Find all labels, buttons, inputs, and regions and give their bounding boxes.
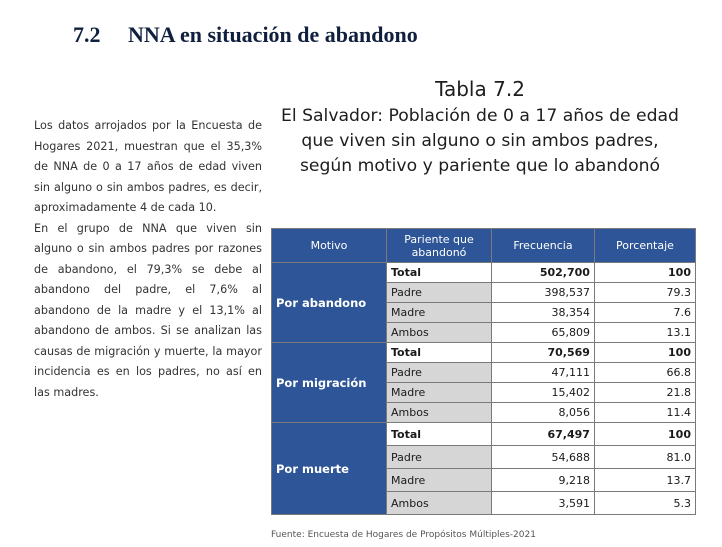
table-label: Tabla 7.2 (435, 77, 525, 101)
section-number: 7.2 (73, 22, 101, 47)
frecuencia-cell: 9,218 (492, 469, 595, 492)
pariente-cell: Madre (387, 303, 492, 323)
porcentaje-cell: 11.4 (594, 403, 695, 423)
motivo-cell: Por migración (272, 343, 387, 423)
porcentaje-cell: 13.1 (594, 323, 695, 343)
frecuencia-cell: 65,809 (492, 323, 595, 343)
porcentaje-cell: 7.6 (594, 303, 695, 323)
section-title: NNA en situación de abandono (128, 22, 418, 47)
porcentaje-cell: 79.3 (594, 283, 695, 303)
porcentaje-cell: 100 (594, 263, 695, 283)
header-motivo: Motivo (272, 229, 387, 263)
pariente-cell: Total (387, 423, 492, 446)
body-text (34, 116, 262, 403)
header-pariente: Pariente que abandonó (387, 229, 492, 263)
motivo-cell: Por abandono (272, 263, 387, 343)
frecuencia-cell: 3,591 (492, 492, 595, 515)
section-heading (73, 22, 418, 48)
pariente-cell: Madre (387, 469, 492, 492)
table-header-row (272, 229, 696, 263)
pariente-cell: Padre (387, 446, 492, 469)
frecuencia-cell: 8,056 (492, 403, 595, 423)
frecuencia-cell: 15,402 (492, 383, 595, 403)
frecuencia-cell: 38,354 (492, 303, 595, 323)
table-row (272, 263, 696, 283)
table-row (272, 423, 696, 446)
paragraph-2: En el grupo de NNA que viven sin alguno o sin ambos padres por razones de abandono, el 79,3% se debe al abandono del padre, el 7,6% al abandono de la madre y el 13,1% al abandono de ambos. Si se analizan las causas de migración y muerte, la mayor incidencia es en los padres, no así en las madres. (34, 221, 262, 399)
porcentaje-cell: 13.7 (594, 469, 695, 492)
porcentaje-cell: 81.0 (594, 446, 695, 469)
porcentaje-cell: 100 (594, 343, 695, 363)
porcentaje-cell: 100 (594, 423, 695, 446)
pariente-cell: Total (387, 263, 492, 283)
paragraph-1: Los datos arrojados por la Encuesta de Hogares 2021, muestran que el 35,3% de NNA de 0 a 17 años de edad viven sin alguno o sin ambos padres, es decir, aproximadamente 4 de cada 10. (34, 119, 262, 214)
pariente-cell: Ambos (387, 403, 492, 423)
pariente-cell: Ambos (387, 323, 492, 343)
header-frecuencia: Frecuencia (492, 229, 595, 263)
frecuencia-cell: 47,111 (492, 363, 595, 383)
pariente-cell: Ambos (387, 492, 492, 515)
pariente-cell: Madre (387, 383, 492, 403)
frecuencia-cell: 70,569 (492, 343, 595, 363)
porcentaje-cell: 21.8 (594, 383, 695, 403)
header-porcentaje: Porcentaje (594, 229, 695, 263)
data-table (271, 228, 696, 515)
pariente-cell: Total (387, 343, 492, 363)
porcentaje-cell: 5.3 (594, 492, 695, 515)
pariente-cell: Padre (387, 283, 492, 303)
frecuencia-cell: 502,700 (492, 263, 595, 283)
table-title (279, 76, 681, 179)
source-note: Fuente: Encuesta de Hogares de Propósitos Múltiples-2021 (271, 530, 536, 540)
table-row (272, 343, 696, 363)
pariente-cell: Padre (387, 363, 492, 383)
porcentaje-cell: 66.8 (594, 363, 695, 383)
frecuencia-cell: 54,688 (492, 446, 595, 469)
table-caption: El Salvador: Población de 0 a 17 años de edad que viven sin alguno o sin ambos padres, según motivo y pariente que lo abandonó (281, 106, 679, 176)
frecuencia-cell: 398,537 (492, 283, 595, 303)
motivo-cell: Por muerte (272, 423, 387, 515)
frecuencia-cell: 67,497 (492, 423, 595, 446)
